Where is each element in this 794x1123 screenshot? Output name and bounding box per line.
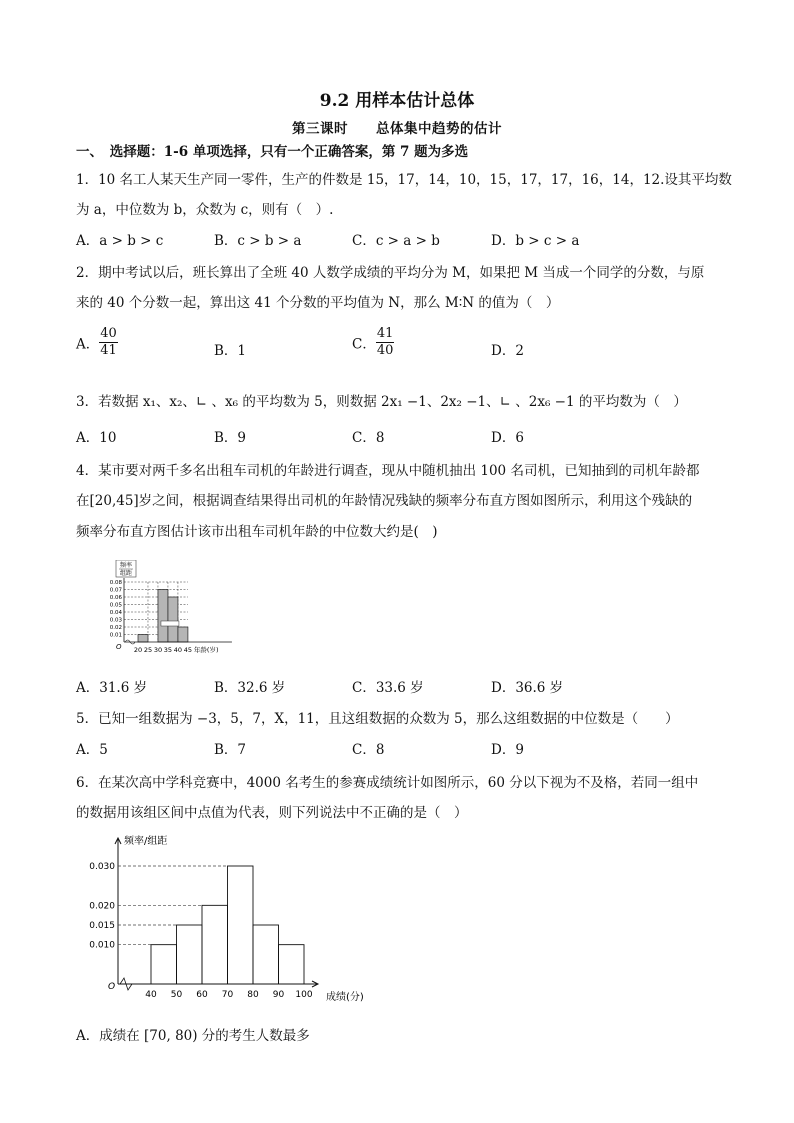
chart2-xlabel: 成绩(分) (326, 992, 364, 1003)
q2-option-a-fraction (99, 326, 118, 359)
q4-option-b: B．32.6 岁 (214, 680, 286, 696)
chart2-bar (279, 945, 305, 984)
chart2-bar (151, 945, 177, 984)
chart1-ytick-label: 0.06 (109, 595, 122, 601)
q5-option-c: C．8 (352, 742, 385, 758)
q1-text-line2: 为 a，中位数为 b，众数为 c，则有（ ）. (76, 202, 334, 218)
q2-option-a-label: A． (76, 336, 100, 353)
q2-text-line1: 2．期中考试以后，班长算出了全班 40 人数学成绩的平均分为 M，如果把 M 当成一个同学的分数，与原 (76, 265, 705, 281)
chart2-xtick-label: 90 (272, 990, 285, 1000)
chart2-ytick-label: 0.020 (89, 901, 115, 912)
chart2-ytick-label: 0.010 (89, 940, 115, 951)
chart1-xtick-label: 35 (163, 646, 173, 654)
q4-option-c: C．33.6 岁 (352, 680, 424, 696)
chart1-ylabel-top: 频率 (119, 562, 133, 569)
q1-option-a: A．a > b > c (76, 233, 164, 249)
q5-option-a: A．5 (76, 742, 108, 758)
q6-option-a: A．成绩在 [70, 80) 分的考生人数最多 (76, 1028, 310, 1044)
chart1-xtick-label: 30 (153, 646, 163, 654)
q2-option-c-denominator: 40 (376, 343, 394, 358)
q5-option-d: D．9 (491, 742, 524, 758)
chart1-ytick-label: 0.07 (109, 587, 122, 594)
page-title: 9.2 用样本估计总体 (319, 91, 475, 111)
q2-option-a (76, 326, 118, 359)
chart1-xtick-label: 20 (133, 646, 143, 654)
q3-text-line1: 3．若数据 x₁、x₂、∟ 、x₆ 的平均数为 5，则数据 2x₁ −1、2x₂ −1、∟ 、2x₆ −1 的平均数为（ ） (76, 394, 687, 410)
chart2-xtick-label: 50 (170, 990, 183, 1000)
age-histogram-chart (96, 560, 286, 664)
q2-option-c (352, 326, 394, 359)
chart1-bar (158, 590, 168, 643)
chart2-bar (202, 905, 228, 984)
chart1-bar (138, 635, 148, 643)
chart1-smudge (161, 621, 179, 626)
chart1-bar (178, 627, 188, 642)
q3-option-d: D．6 (491, 430, 524, 446)
q4-text-line3: 频率分布直方图估计该市出租车司机年龄的中位数大约是( ) (76, 524, 438, 540)
q2-option-d: D．2 (491, 343, 524, 359)
score-histogram-chart (86, 830, 386, 1005)
chart1-ytick-label: 0.01 (109, 632, 122, 639)
q3-option-a: A．10 (76, 430, 117, 446)
q2-option-c-label: C． (352, 336, 376, 353)
q4-option-a: A．31.6 岁 (76, 680, 148, 696)
chart1-xtick-label: 45 (183, 646, 193, 654)
chart1-ytick-label: 0.02 (109, 625, 122, 631)
chart2-xtick-label: 60 (196, 990, 208, 1000)
q2-text-line2: 来的 40 个分数一起，算出这 41 个分数的平均值为 N，那么 M∶N 的值为（ ） (76, 295, 560, 311)
q5-option-b: B．7 (214, 742, 247, 758)
q2-option-a-denominator: 41 (100, 343, 117, 358)
chart2-bar (228, 866, 254, 984)
chart2-ylabel: 频率/组距 (124, 836, 168, 847)
q6-text-line1: 6．在某次高中学科竞赛中，4000 名考生的参赛成绩统计如图所示，60 分以下视为不及格，若同一组中 (76, 775, 699, 791)
chart1-xlabel: 年龄(岁) (193, 646, 219, 654)
q3-option-b: B．9 (214, 430, 247, 446)
section-heading: 一、 选择题：1-6 单项选择，只有一个正确答案，第 7 题为多选 (76, 144, 469, 160)
q4-text-line1: 4．某市要对两千多名出租车司机的年龄进行调查，现从中随机抽出 100 名司机，已知抽到的司机年龄都 (76, 463, 700, 479)
chart2-bar (177, 925, 203, 984)
chart1-ytick-label: 0.03 (109, 617, 122, 624)
page-subtitle: 第三课时 总体集中趋势的估计 (292, 121, 502, 137)
chart1-ytick-label: 0.05 (109, 602, 122, 609)
chart2-xtick-label: 80 (247, 990, 259, 1000)
chart1-origin: O (116, 643, 122, 651)
chart1-xtick-label: 40 (173, 646, 183, 654)
chart2-origin: O (108, 982, 116, 992)
chart2-xtick-label: 70 (221, 990, 234, 1000)
chart2-ytick-label: 0.030 (89, 862, 115, 872)
q2-option-c-numerator: 41 (376, 326, 394, 341)
chart2-xtick-label: 40 (145, 990, 157, 1000)
q1-option-d: D．b > c > a (491, 233, 580, 249)
q6-text-line2: 的数据用该组区间中点值为代表，则下列说法中不正确的是（ ） (76, 805, 468, 821)
q3-option-c: C．8 (352, 430, 385, 446)
q4-option-d: D．36.6 岁 (491, 680, 564, 696)
chart1-ytick-label: 0.04 (109, 610, 122, 616)
chart1-ylabel-bottom: 组距 (119, 570, 133, 577)
q2-option-a-numerator: 40 (100, 326, 117, 341)
q1-option-c: C．c > a > b (352, 233, 440, 249)
chart2-xtick-label: 100 (295, 990, 313, 1000)
chart1-ytick-label: 0.08 (109, 580, 122, 586)
chart2-ytick-label: 0.015 (89, 921, 115, 931)
q2-option-c-fraction (376, 326, 395, 359)
chart1-bar (168, 597, 178, 642)
q5-text-line1: 5．已知一组数据为 −3，5，7，X，11，且这组数据的众数为 5，那么这组数据的中位数是（ ） (76, 711, 679, 727)
q4-text-line2: 在[20,45]岁之间，根据调查结果得出司机的年龄情况残缺的频率分布直方图如图所示，利用这个残缺的 (76, 493, 693, 509)
q2-option-b: B．1 (214, 343, 247, 359)
q1-text-line1: 1．10 名工人某天生产同一零件，生产的件数是 15，17，14，10，15，17，17，16，14，12.设其平均数 (76, 172, 732, 188)
chart2-bar (253, 925, 279, 984)
q1-option-b: B．c > b > a (214, 233, 302, 249)
chart1-xtick-label: 25 (143, 646, 153, 654)
